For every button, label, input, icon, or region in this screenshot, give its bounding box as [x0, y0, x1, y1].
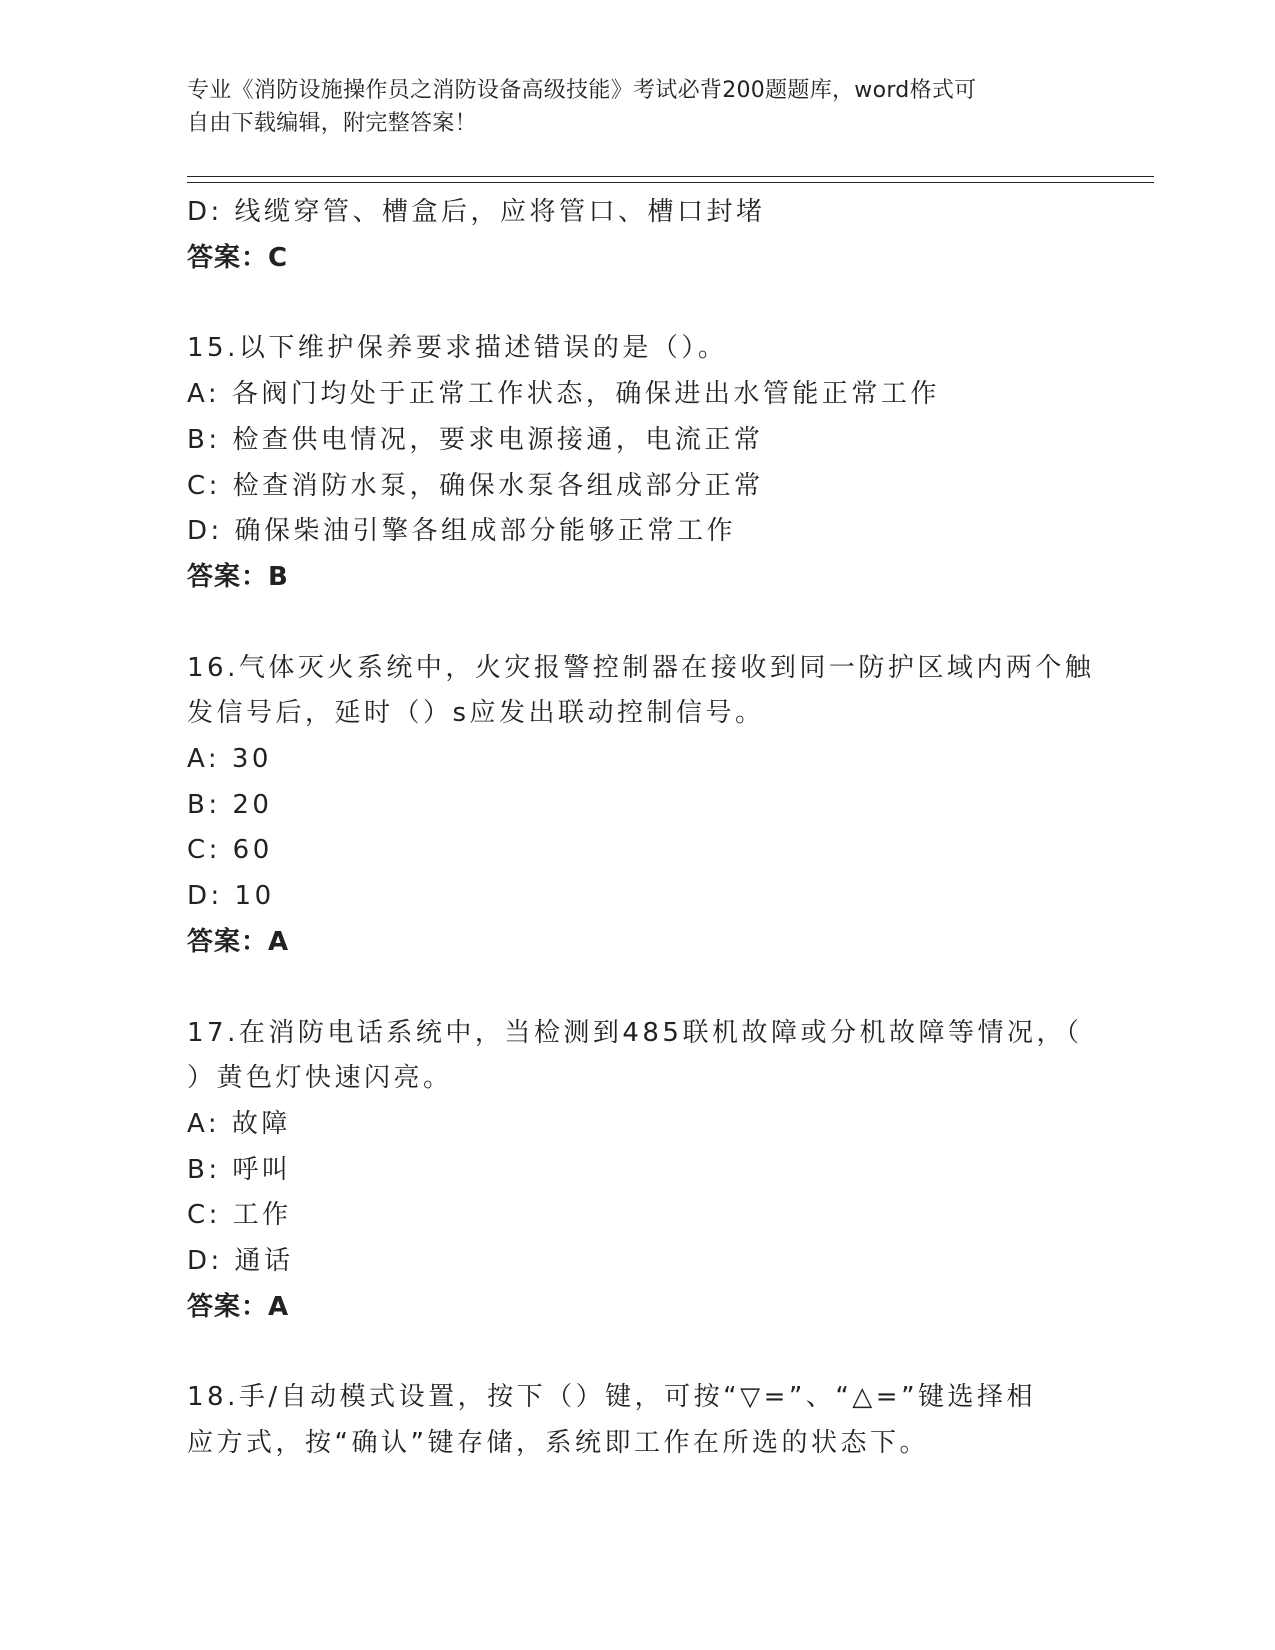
- question-list: [187, 190, 1095, 1467]
- option-a: A: 故障: [187, 1108, 291, 1139]
- header-divider-top: [187, 176, 1154, 177]
- question-text-line-2: 发信号后，延时（）s应发出联动控制信号。: [187, 698, 765, 729]
- previous-question-tail: [187, 190, 1087, 281]
- option-c: C: 60: [187, 835, 273, 866]
- option-b: B: 呼叫: [187, 1154, 292, 1185]
- question-text-line-2: ）黄色灯快速闪亮。: [187, 1063, 453, 1094]
- question-17: [187, 1011, 1087, 1331]
- header-divider-bottom: [187, 182, 1154, 183]
- question-text-line-1: 16.气体灭火系统中，火灾报警控制器在接收到同一防护区域内两个触: [187, 652, 1095, 683]
- option-d: D: 通话: [187, 1246, 294, 1277]
- question-text-line-2: 应方式，按“确认”键存储，系统即工作在所选的状态下。: [187, 1428, 929, 1459]
- question-15: [187, 326, 1087, 600]
- option-b: B: 20: [187, 789, 273, 820]
- question-16: [187, 646, 1095, 966]
- option-d: D: 确保柴油引擎各组成部分能够正常工作: [187, 516, 737, 547]
- answer: 答案：C: [187, 242, 289, 273]
- option-d: D: 线缆穿管、槽盒后，应将管口、槽口封堵: [187, 197, 766, 227]
- document-header: [187, 74, 1077, 140]
- option-b: B: 检查供电情况，要求电源接通，电流正常: [187, 424, 764, 455]
- question-text: 15.以下维护保养要求描述错误的是（）。: [187, 333, 728, 364]
- answer: 答案：B: [187, 561, 289, 592]
- answer: 答案：A: [187, 926, 290, 957]
- question-text-line-1: 17.在消防电话系统中，当检测到485联机故障或分机故障等情况，（: [187, 1017, 1083, 1048]
- option-a: A: 各阀门均处于正常工作状态，确保进出水管能正常工作: [187, 379, 940, 410]
- option-c: C: 检查消防水泵，确保水泵各组成部分正常: [187, 470, 764, 501]
- option-c: C: 工作: [187, 1200, 292, 1231]
- answer: 答案：A: [187, 1291, 290, 1322]
- header-title-line-2: 自由下载编辑，附完整答案！: [187, 111, 477, 136]
- option-d: D: 10: [187, 881, 275, 912]
- option-a: A: 30: [187, 744, 272, 775]
- question-text-line-1: 18.手/自动模式设置，按下（）键，可按“▽=”、“△=”键选择相: [187, 1382, 1037, 1413]
- header-title-line-1: 专业《消防设施操作员之消防设备高级技能》考试必背200题题库，word格式可: [187, 78, 977, 103]
- question-18: [187, 1375, 1087, 1466]
